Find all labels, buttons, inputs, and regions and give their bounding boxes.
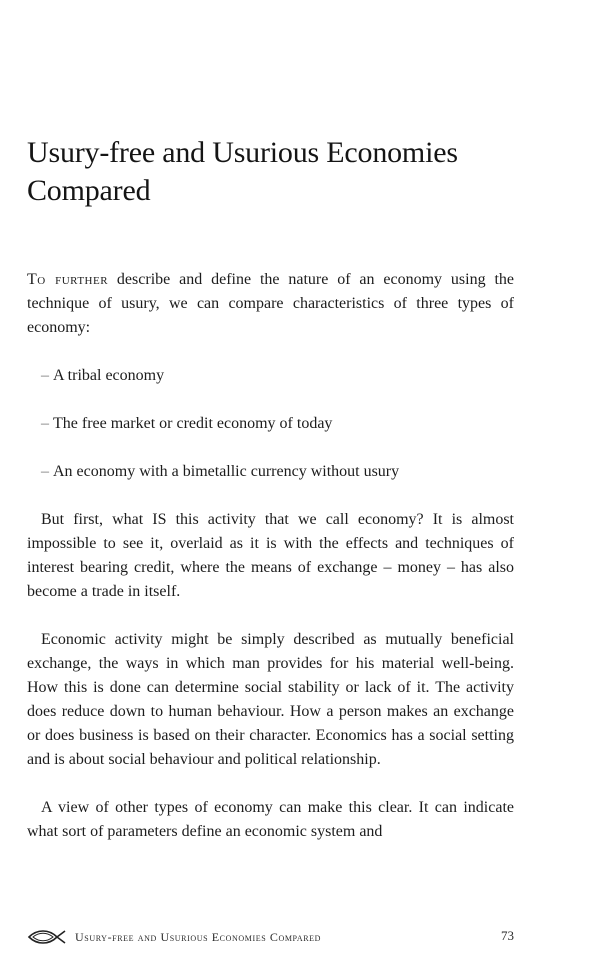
paragraph-2: But first, what IS this activity that we call economy? It is almost impossible to see it, overlaid as it is with the effects and techniques of interest bearing credit, where the means of exchange – money – has also become a trade in itself. — [27, 511, 514, 600]
paragraph-4: A view of other types of economy can make this clear. It can indicate what sort of parameters define an economic system and — [27, 799, 514, 840]
list-item-text: The free market or credit economy of today — [53, 415, 333, 432]
dash-icon: – — [41, 415, 49, 432]
paragraph-intro — [27, 268, 514, 340]
list-item — [41, 460, 514, 484]
list-item — [41, 364, 514, 388]
fish-ornament-icon — [27, 928, 67, 946]
paragraph-3: Economic activity might be simply described as mutually beneficial exchange, the ways in which man provides for his material well-being. How this is done can determine social stability or lack of it. The activity does reduce down to human behaviour. How a person makes an exchange or does business is based on their character. Economics has a social setting and is about social behaviour and political relationship. — [27, 631, 514, 768]
dash-icon: – — [41, 463, 49, 480]
list-item-text: A tribal economy — [53, 367, 165, 384]
running-head: Usury-free and Usurious Economies Compared — [75, 929, 322, 944]
intro-text: describe and define the nature of an economy using the technique of usury, we can compare characteristics of three types of economy: — [27, 271, 515, 336]
intro-lead-smallcaps: To further — [27, 271, 109, 288]
body-text — [27, 268, 514, 844]
page-number: 73 — [501, 928, 514, 943]
chapter-title: Usury-free and Usurious Economies Compared — [27, 136, 458, 207]
paragraph-gap — [27, 772, 514, 796]
list-item-text: An economy with a bimetallic currency without usury — [53, 463, 400, 480]
paragraph-gap — [27, 604, 514, 628]
page-footer — [27, 926, 514, 948]
economy-types-list — [27, 364, 514, 484]
list-item — [41, 412, 514, 436]
dash-icon: – — [41, 367, 49, 384]
